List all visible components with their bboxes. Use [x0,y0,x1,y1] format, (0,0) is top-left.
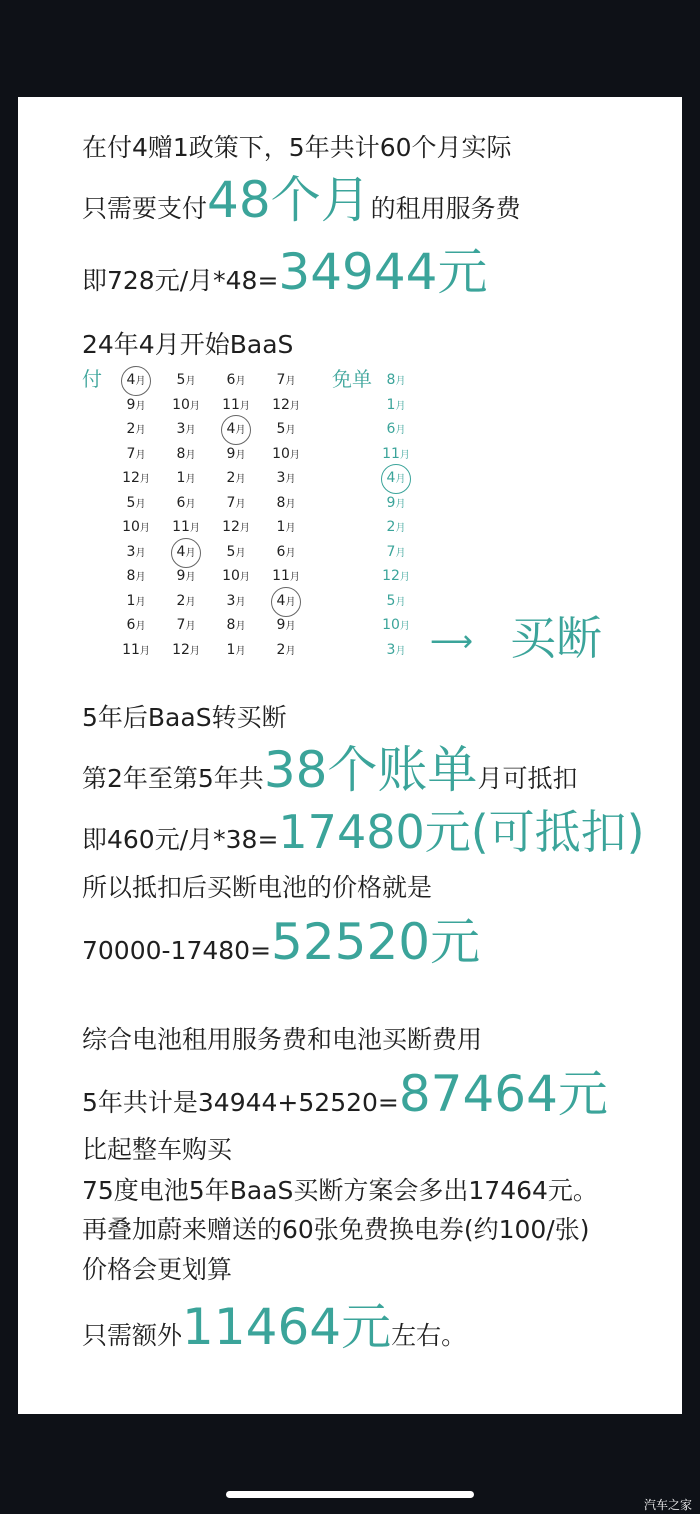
paid-month: 3月 [276,470,296,486]
paid-month: 8月 [126,568,146,584]
paid-month: 2月 [126,421,146,437]
buyout-line-3 [82,805,645,859]
free-month: 3月 [386,641,406,658]
summary-line-7-pre: 只需额外 [82,1321,183,1350]
paid-month: 11月 [122,641,150,658]
paid-month: 2月 [276,641,296,658]
paid-month: 12月 [272,396,300,413]
free-month: 10月 [382,617,410,633]
paid-month: 5月 [226,543,246,560]
paid-month: 11月 [222,396,250,413]
paid-month: 8月 [176,445,196,462]
paid-month: 1月 [276,519,296,535]
free-month: 1月 [386,396,406,413]
paid-month: 1月 [176,470,196,486]
summary-line-3: 比起整车购买 [82,1135,233,1164]
highlight-17480: 17480元(可抵扣) [278,805,645,859]
paid-month: 7月 [176,617,196,633]
home-indicator[interactable] [226,1491,474,1498]
paid-month: 9月 [176,568,196,584]
paid-month: 8月 [276,494,296,511]
free-month: 5月 [386,592,406,609]
summary-line-6: 价格会更划算 [82,1255,233,1284]
buyout-line-2-post: 月可抵扣 [477,764,578,793]
watermark: 汽车之家 [643,1498,692,1512]
paid-month: 4月 [226,421,246,437]
buyout-line-5-pre: 70000-17480= [82,936,272,965]
summary-line-2 [82,1065,608,1123]
free-month: 8月 [386,372,406,388]
paid-month: 7月 [126,445,146,462]
summary-line-7 [82,1298,467,1356]
paid-month: 10月 [172,396,200,413]
intro-line-3-pre: 即728元/月*48= [82,266,279,295]
paid-month: 12月 [172,641,200,658]
paid-month: 4月 [126,372,146,388]
free-month: 9月 [386,494,406,511]
paid-month: 2月 [226,470,246,486]
buyout-line-2 [82,741,578,799]
paid-month: 5月 [176,372,196,388]
paid-month: 6月 [176,494,196,511]
highlight-48-months: 48个月 [207,171,371,229]
paid-month: 5月 [126,494,146,511]
paid-month: 7月 [276,372,296,388]
highlight-87464: 87464元 [398,1065,608,1123]
paid-month: 12月 [222,519,250,535]
buyout-line-2-pre: 第2年至第5年共 [82,764,264,793]
highlight-34944: 34944元 [278,243,488,301]
highlight-38-bills: 38个账单 [263,741,478,799]
free-month: 7月 [386,543,406,560]
paid-month: 8月 [226,617,246,633]
buyout-line-1: 5年后BaaS转买断 [82,703,287,732]
paid-month: 9月 [226,445,246,462]
intro-line-1: 在付4赠1政策下，5年共计60个月实际 [82,133,512,162]
free-month: 6月 [386,421,406,437]
intro-line-2-post: 的租用服务费 [370,194,521,223]
free-month: 11月 [382,445,410,462]
free-month: 4月 [386,470,406,486]
paid-month: 11月 [272,568,300,584]
intro-line-2-pre: 只需要支付 [82,194,208,223]
paid-month: 10月 [222,568,250,584]
free-label: 免单 [332,367,372,391]
buyout-line-4: 所以抵扣后买断电池的价格就是 [82,873,433,902]
buyout-line-3-pre: 即460元/月*38= [82,825,279,854]
free-month: 12月 [382,568,410,584]
paid-month: 1月 [226,641,246,658]
free-month: 2月 [386,519,406,535]
content-card [18,97,682,1414]
paid-month: 12月 [122,470,150,486]
paid-month: 10月 [122,519,150,535]
paid-month: 9月 [126,396,146,413]
arrow-icon: ⟶ [430,624,474,659]
buyout-line-5 [82,913,481,971]
paid-month: 4月 [176,543,196,560]
paid-month: 3月 [176,421,196,437]
paid-month: 5月 [276,421,296,437]
paid-month: 6月 [276,543,296,560]
summary-line-2-pre: 5年共计是34944+52520= [82,1088,399,1117]
highlight-11464: 11464元 [182,1298,392,1356]
summary-line-5: 再叠加蔚来赠送的60张免费换电券(约100/张) [82,1215,590,1244]
paid-month: 1月 [126,592,146,609]
summary-line-7-post: 左右。 [391,1321,467,1350]
paid-month: 10月 [272,445,300,462]
schedule-title: 24年4月开始BaaS [82,330,294,359]
paid-month: 11月 [172,519,200,535]
pay-label: 付 [82,367,102,391]
paid-month: 6月 [126,617,146,633]
paid-month: 3月 [226,592,246,609]
paid-month: 3月 [126,543,146,560]
paid-month: 7月 [226,494,246,511]
paid-month: 6月 [226,372,246,388]
summary-line-1: 综合电池租用服务费和电池买断费用 [82,1025,483,1054]
buyout-label: 买断 [510,611,602,665]
paid-month: 4月 [276,592,296,609]
summary-line-4: 75度电池5年BaaS买断方案会多出17464元。 [82,1176,598,1205]
paid-month: 9月 [276,617,296,633]
paid-month: 2月 [176,592,196,609]
highlight-52520: 52520元 [271,913,481,971]
